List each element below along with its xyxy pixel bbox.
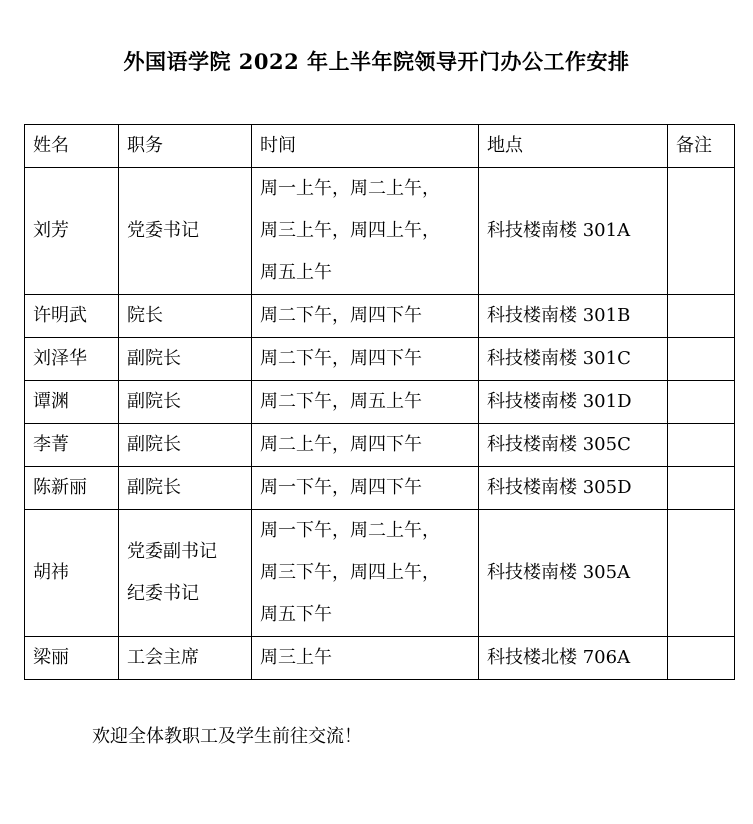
table-row <box>25 295 735 338</box>
cell-note <box>668 168 735 295</box>
page-title: 外国语学院 2022 年上半年院领导开门办公工作安排 <box>123 49 630 74</box>
cell-name: 谭渊 <box>25 381 119 424</box>
cell-position <box>119 381 252 424</box>
position-line: 副院长 <box>127 477 181 498</box>
header-name: 姓名 <box>25 125 119 168</box>
cell-time <box>252 424 479 467</box>
cell-time <box>252 168 479 295</box>
position-line: 副院长 <box>127 434 181 455</box>
position-line: 党委副书记 <box>127 541 217 562</box>
cell-location: 科技楼南楼 301A <box>479 168 668 295</box>
time-line: 周一下午，周四下午 <box>260 477 422 498</box>
position-line: 党委书记 <box>127 220 199 241</box>
time-line: 周五下午 <box>260 604 332 625</box>
cell-note <box>668 295 735 338</box>
cell-location: 科技楼北楼 706A <box>479 637 668 680</box>
cell-note <box>668 467 735 510</box>
position-line: 纪委书记 <box>127 583 199 604</box>
position-line: 副院长 <box>127 348 181 369</box>
cell-note <box>668 381 735 424</box>
time-line: 周三上午 <box>260 647 332 668</box>
position-line: 院长 <box>127 305 163 326</box>
cell-note <box>668 637 735 680</box>
header-location: 地点 <box>479 125 668 168</box>
table-header-row <box>25 125 735 168</box>
header-note: 备注 <box>668 125 735 168</box>
cell-time <box>252 295 479 338</box>
time-line: 周三上午，周四上午， <box>260 220 440 241</box>
cell-location: 科技楼南楼 305D <box>479 467 668 510</box>
cell-time <box>252 381 479 424</box>
table-row <box>25 637 735 680</box>
cell-position <box>119 510 252 637</box>
cell-position <box>119 424 252 467</box>
cell-time <box>252 338 479 381</box>
table-row <box>25 424 735 467</box>
time-line: 周二下午，周四下午 <box>260 348 422 369</box>
time-line: 周一上午，周二上午， <box>260 178 440 199</box>
time-line: 周一下午，周二上午， <box>260 520 440 541</box>
position-line: 工会主席 <box>127 647 199 668</box>
header-time: 时间 <box>252 125 479 168</box>
cell-note <box>668 338 735 381</box>
cell-location: 科技楼南楼 301C <box>479 338 668 381</box>
table-row <box>25 510 735 637</box>
cell-name: 刘芳 <box>25 168 119 295</box>
cell-name: 刘泽华 <box>25 338 119 381</box>
cell-location: 科技楼南楼 301D <box>479 381 668 424</box>
table-row <box>25 338 735 381</box>
cell-time <box>252 637 479 680</box>
cell-name: 胡祎 <box>25 510 119 637</box>
table-row <box>25 467 735 510</box>
cell-position <box>119 637 252 680</box>
table-row <box>25 381 735 424</box>
cell-location: 科技楼南楼 301B <box>479 295 668 338</box>
position-line: 副院长 <box>127 391 181 412</box>
table-row <box>25 168 735 295</box>
time-line: 周二下午，周四下午 <box>260 305 422 326</box>
cell-note <box>668 510 735 637</box>
time-line: 周二上午，周四下午 <box>260 434 422 455</box>
footer-note: 欢迎全体教职工及学生前往交流！ <box>92 726 362 747</box>
header-position: 职务 <box>119 125 252 168</box>
cell-name: 许明武 <box>25 295 119 338</box>
cell-name: 梁丽 <box>25 637 119 680</box>
cell-location: 科技楼南楼 305A <box>479 510 668 637</box>
time-line: 周二下午，周五上午 <box>260 391 422 412</box>
schedule-table <box>24 124 735 680</box>
cell-time <box>252 510 479 637</box>
cell-position <box>119 467 252 510</box>
cell-position <box>119 168 252 295</box>
time-line: 周三下午，周四上午， <box>260 562 440 583</box>
time-line: 周五上午 <box>260 262 332 283</box>
cell-name: 陈新丽 <box>25 467 119 510</box>
cell-position <box>119 338 252 381</box>
cell-position <box>119 295 252 338</box>
cell-name: 李菁 <box>25 424 119 467</box>
cell-time <box>252 467 479 510</box>
cell-note <box>668 424 735 467</box>
cell-location: 科技楼南楼 305C <box>479 424 668 467</box>
